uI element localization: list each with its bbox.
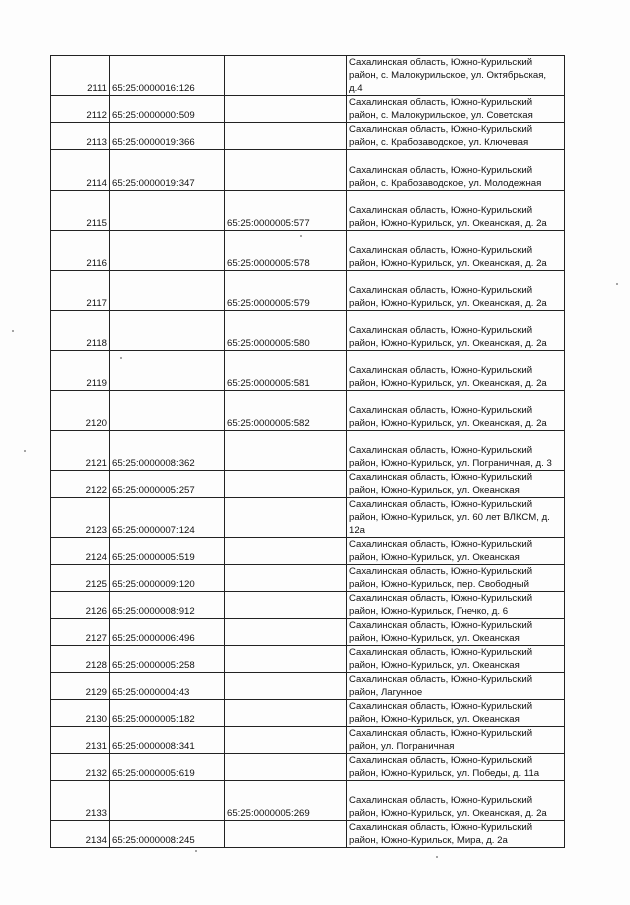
address-cell: Сахалинская область, Южно-Курильский район, Южно-Курильск, ул. Океанская (347, 619, 565, 646)
row-number: 2132 (51, 754, 110, 781)
row-number: 2117 (51, 271, 110, 311)
related-cadastral-number-cell (225, 821, 347, 848)
address-cell: Сахалинская область, Южно-Курильский район, Южно-Курильск, ул. Океанская, д. 2а (347, 391, 565, 431)
related-cadastral-number-cell: 65:25:0000005:269 (225, 781, 347, 821)
cadastral-number-cell: 65:25:0000005:257 (110, 471, 225, 498)
row-number: 2131 (51, 727, 110, 754)
row-number: 2127 (51, 619, 110, 646)
address-cell: Сахалинская область, Южно-Курильский район, Южно-Курильск, ул. Океанская, д. 2а (347, 271, 565, 311)
scan-speck (300, 235, 302, 237)
related-cadastral-number-cell: 65:25:0000005:580 (225, 311, 347, 351)
related-cadastral-number-cell (225, 700, 347, 727)
table-row (51, 56, 565, 96)
table-row (51, 96, 565, 123)
table-row (51, 592, 565, 619)
row-number: 2119 (51, 351, 110, 391)
address-cell: Сахалинская область, Южно-Курильский район, Южно-Курильск, ул. Океанская, д. 2а (347, 311, 565, 351)
table-row (51, 150, 565, 191)
row-number: 2134 (51, 821, 110, 848)
cadastral-number-cell (110, 231, 225, 271)
cadastral-number-cell (110, 391, 225, 431)
row-number: 2120 (51, 391, 110, 431)
related-cadastral-number-cell (225, 431, 347, 471)
table-row (51, 781, 565, 821)
row-number: 2111 (51, 56, 110, 96)
address-cell: Сахалинская область, Южно-Курильский район, с. Малокурильское, ул. Советская (347, 96, 565, 123)
table-row (51, 391, 565, 431)
related-cadastral-number-cell (225, 471, 347, 498)
related-cadastral-number-cell: 65:25:0000005:578 (225, 231, 347, 271)
address-cell: Сахалинская область, Южно-Курильский район, Южно-Курильск, ул. Победы, д. 11а (347, 754, 565, 781)
cadastral-number-cell: 65:25:0000019:366 (110, 123, 225, 150)
address-cell: Сахалинская область, Южно-Курильский район, Южно-Курильск, ул. Океанская (347, 538, 565, 565)
related-cadastral-number-cell (225, 150, 347, 191)
cadastral-number-cell (110, 351, 225, 391)
scan-speck (436, 856, 438, 858)
row-number: 2133 (51, 781, 110, 821)
related-cadastral-number-cell (225, 673, 347, 700)
row-number: 2114 (51, 150, 110, 191)
row-number: 2130 (51, 700, 110, 727)
address-cell: Сахалинская область, Южно-Курильский район, Южно-Курильск, ул. 60 лет ВЛКСМ, д. 12а (347, 498, 565, 538)
address-cell: Сахалинская область, Южно-Курильский район, Южно-Курильск, ул. Океанская, д. 2а (347, 231, 565, 271)
address-cell: Сахалинская область, Южно-Курильский район, Южно-Курильск, ул. Океанская, д. 2а (347, 351, 565, 391)
cadastral-number-cell: 65:25:0000016:126 (110, 56, 225, 96)
table-row (51, 754, 565, 781)
related-cadastral-number-cell: 65:25:0000005:579 (225, 271, 347, 311)
row-number: 2123 (51, 498, 110, 538)
scan-speck (24, 450, 26, 452)
table-row (51, 673, 565, 700)
table-row (51, 700, 565, 727)
table-row (51, 821, 565, 848)
scan-speck (616, 283, 618, 285)
related-cadastral-number-cell (225, 619, 347, 646)
address-cell: Сахалинская область, Южно-Курильский район, Лагунное (347, 673, 565, 700)
related-cadastral-number-cell (225, 123, 347, 150)
related-cadastral-number-cell (225, 498, 347, 538)
table-row (51, 471, 565, 498)
row-number: 2121 (51, 431, 110, 471)
cadastral-number-cell: 65:25:0000019:347 (110, 150, 225, 191)
address-cell: Сахалинская область, Южно-Курильский район, с. Крабозаводское, ул. Молодежная (347, 150, 565, 191)
address-cell: Сахалинская область, Южно-Курильский район, с. Крабозаводское, ул. Ключевая (347, 123, 565, 150)
address-cell: Сахалинская область, Южно-Курильский район, Южно-Курильск, ул. Океанская, д. 2а (347, 191, 565, 231)
cadastral-number-cell: 65:25:0000007:124 (110, 498, 225, 538)
row-number: 2125 (51, 565, 110, 592)
table-row (51, 123, 565, 150)
cadastral-number-cell: 65:25:0000008:245 (110, 821, 225, 848)
address-cell: Сахалинская область, Южно-Курильский район, Южно-Курильск, ул. Океанская (347, 646, 565, 673)
table-row (51, 538, 565, 565)
table-row (51, 431, 565, 471)
property-registry-table (50, 55, 565, 848)
related-cadastral-number-cell (225, 754, 347, 781)
related-cadastral-number-cell: 65:25:0000005:581 (225, 351, 347, 391)
address-cell: Сахалинская область, Южно-Курильский район, ул. Пограничная (347, 727, 565, 754)
table-row (51, 271, 565, 311)
cadastral-number-cell: 65:25:0000004:43 (110, 673, 225, 700)
table-row (51, 619, 565, 646)
table-row (51, 311, 565, 351)
cadastral-number-cell: 65:25:0000008:341 (110, 727, 225, 754)
row-number: 2116 (51, 231, 110, 271)
table-row (51, 727, 565, 754)
address-cell: Сахалинская область, Южно-Курильский район, Южно-Курильск, пер. Свободный (347, 565, 565, 592)
cadastral-number-cell: 65:25:0000008:362 (110, 431, 225, 471)
cadastral-number-cell (110, 781, 225, 821)
row-number: 2122 (51, 471, 110, 498)
cadastral-number-cell: 65:25:0000000:509 (110, 96, 225, 123)
row-number: 2118 (51, 311, 110, 351)
cadastral-number-cell: 65:25:0000005:619 (110, 754, 225, 781)
table-row (51, 646, 565, 673)
cadastral-number-cell: 65:25:0000005:258 (110, 646, 225, 673)
table-row (51, 565, 565, 592)
address-cell: Сахалинская область, Южно-Курильский район, Южно-Курильск, Гнечко, д. 6 (347, 592, 565, 619)
scan-speck (12, 330, 14, 332)
address-cell: Сахалинская область, Южно-Курильский район, Южно-Курильск, ул. Океанская, д. 2а (347, 781, 565, 821)
cadastral-number-cell: 65:25:0000005:519 (110, 538, 225, 565)
cadastral-number-cell: 65:25:0000005:182 (110, 700, 225, 727)
related-cadastral-number-cell (225, 538, 347, 565)
address-cell: Сахалинская область, Южно-Курильский район, Южно-Курильск, Мира, д. 2а (347, 821, 565, 848)
cadastral-number-cell: 65:25:0000009:120 (110, 565, 225, 592)
related-cadastral-number-cell (225, 56, 347, 96)
related-cadastral-number-cell (225, 592, 347, 619)
cadastral-number-cell: 65:25:0000006:496 (110, 619, 225, 646)
table-row (51, 351, 565, 391)
row-number: 2113 (51, 123, 110, 150)
table-row (51, 498, 565, 538)
row-number: 2115 (51, 191, 110, 231)
cadastral-number-cell: 65:25:0000008:912 (110, 592, 225, 619)
row-number: 2128 (51, 646, 110, 673)
cadastral-number-cell (110, 271, 225, 311)
table-row (51, 191, 565, 231)
row-number: 2124 (51, 538, 110, 565)
scan-speck (120, 357, 122, 359)
cadastral-number-cell (110, 191, 225, 231)
related-cadastral-number-cell: 65:25:0000005:582 (225, 391, 347, 431)
row-number: 2129 (51, 673, 110, 700)
related-cadastral-number-cell (225, 565, 347, 592)
table-row (51, 231, 565, 271)
related-cadastral-number-cell (225, 727, 347, 754)
address-cell: Сахалинская область, Южно-Курильский район, Южно-Курильск, ул. Океанская (347, 471, 565, 498)
registry-body (51, 56, 565, 848)
address-cell: Сахалинская область, Южно-Курильский район, Южно-Курильск, ул. Пограничная, д. 3 (347, 431, 565, 471)
row-number: 2112 (51, 96, 110, 123)
cadastral-number-cell (110, 311, 225, 351)
related-cadastral-number-cell (225, 96, 347, 123)
address-cell: Сахалинская область, Южно-Курильский район, Южно-Курильск, ул. Океанская (347, 700, 565, 727)
related-cadastral-number-cell: 65:25:0000005:577 (225, 191, 347, 231)
row-number: 2126 (51, 592, 110, 619)
address-cell: Сахалинская область, Южно-Курильский район, с. Малокурильское, ул. Октябрьская, д.4 (347, 56, 565, 96)
scan-speck (195, 850, 197, 852)
related-cadastral-number-cell (225, 646, 347, 673)
